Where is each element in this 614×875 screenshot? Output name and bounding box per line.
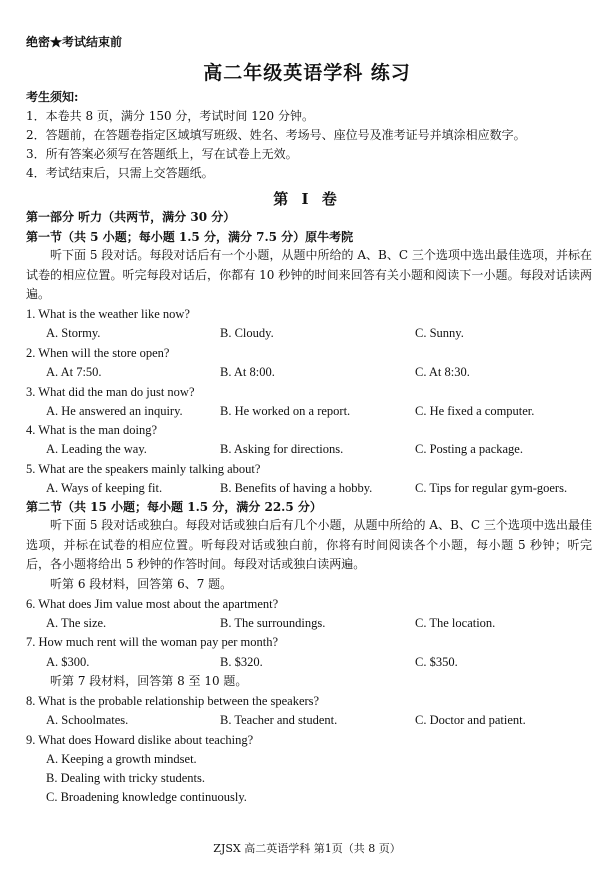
question-stem: 1. What is the weather like now?	[26, 307, 190, 321]
option-a: A. Leading the way.	[46, 442, 147, 456]
confidential-label: 绝密★考试结束前	[26, 35, 123, 49]
option-c: C. Sunny.	[415, 326, 464, 340]
question-stem: 2. When will the store open?	[26, 346, 170, 360]
notice-item: 2．答题前，在答题卷指定区域填写班级、姓名、考场号、座位号及准考证号并填涂相应数字。	[26, 128, 526, 142]
option-c: C. $350.	[415, 655, 458, 669]
section1-title: 第一节（共 5 小题；每小题 1.5 分，满分 7.5 分）原牛考院	[26, 230, 354, 244]
option-c: C. Posting a package.	[415, 442, 523, 456]
question-stem: 5. What are the speakers mainly talking about?	[26, 462, 261, 476]
option-a: A. He answered an inquiry.	[46, 404, 183, 418]
option-a: A. Stormy.	[46, 326, 101, 340]
question-stem: 7. How much rent will the woman pay per month?	[26, 635, 279, 649]
part1-title: 第一部分 听力（共两节，满分 30 分）	[26, 210, 236, 224]
option-b: B. $320.	[220, 655, 263, 669]
option-b: B. Dealing with tricky students.	[46, 771, 206, 785]
question-stem: 4. What is the man doing?	[26, 423, 157, 437]
option-b: B. Teacher and student.	[220, 713, 338, 727]
question-stem: 9. What does Howard dislike about teaching?	[26, 733, 254, 747]
option-c: C. The location.	[415, 616, 496, 630]
option-a: A. Schoolmates.	[46, 713, 129, 727]
page-title: 高二年级英语学科 练习	[203, 62, 411, 84]
option-b: B. At 8:00.	[220, 365, 275, 379]
option-c: C. Tips for regular gym-goers.	[415, 481, 568, 495]
question-stem: 6. What does Jim value most about the apartment?	[26, 597, 279, 611]
option-a: A. Ways of keeping fit.	[46, 481, 163, 495]
volume-heading: 第 I 卷	[273, 190, 341, 208]
option-c: C. Doctor and patient.	[415, 713, 526, 727]
notice-item: 4．考试结束后，只需上交答题纸。	[26, 166, 214, 180]
question-stem: 8. What is the probable relationship between the speakers?	[26, 694, 320, 708]
notice-title: 考生须知:	[26, 90, 79, 104]
question-stem: 3. What did the man do just now?	[26, 385, 195, 399]
option-b: B. He worked on a report.	[220, 404, 351, 418]
material-note: 听第 6 段材料，回答第 6、7 题。	[50, 577, 233, 591]
page-footer: ZJSX 高二英语学科 第1页（共 8 页）	[213, 842, 401, 855]
option-b: B. Benefits of having a hobby.	[220, 481, 373, 495]
option-c: C. He fixed a computer.	[415, 404, 535, 418]
option-c: C. At 8:30.	[415, 365, 470, 379]
option-a: A. $300.	[46, 655, 90, 669]
notice-item: 1．本卷共 8 页，满分 150 分，考试时间 120 分钟。	[26, 109, 314, 123]
option-c: C. Broadening knowledge continuously.	[46, 790, 247, 804]
section2-instructions: 听下面 5 段对话或独白。每段对话或独白后有几个小题，从题中所给的 A、B、C 三个选项中选出最佳选项，并标在试卷的相应位置。听每段对话或独白前，你将有时间阅读各个小题，每小题 5 秒钟；听完后，各小题将给出 5 秒钟的作答时间。每段对话或独白读两遍。	[26, 518, 592, 571]
notice-item: 3．所有答案必须写在答题纸上，写在试卷上无效。	[26, 147, 298, 161]
option-b: B. The surroundings.	[220, 616, 326, 630]
option-a: A. At 7:50.	[46, 365, 102, 379]
section2-title: 第二节（共 15 小题；每小题 1.5 分，满分 22.5 分）	[26, 500, 322, 514]
option-a: A. The size.	[46, 616, 107, 630]
option-b: B. Asking for directions.	[220, 442, 344, 456]
option-b: B. Cloudy.	[220, 326, 274, 340]
option-a: A. Keeping a growth mindset.	[46, 752, 197, 766]
section1-instructions: 听下面 5 段对话。每段对话后有一个小题，从题中所给的 A、B、C 三个选项中选出最佳选项，并标在试卷的相应位置。听完每段对话后，你都有 10 秒钟的时间来回答有关小题和阅读下一小题。每段对话读两遍。	[26, 248, 592, 301]
material-note: 听第 7 段材料，回答第 8 至 10 题。	[50, 674, 248, 688]
